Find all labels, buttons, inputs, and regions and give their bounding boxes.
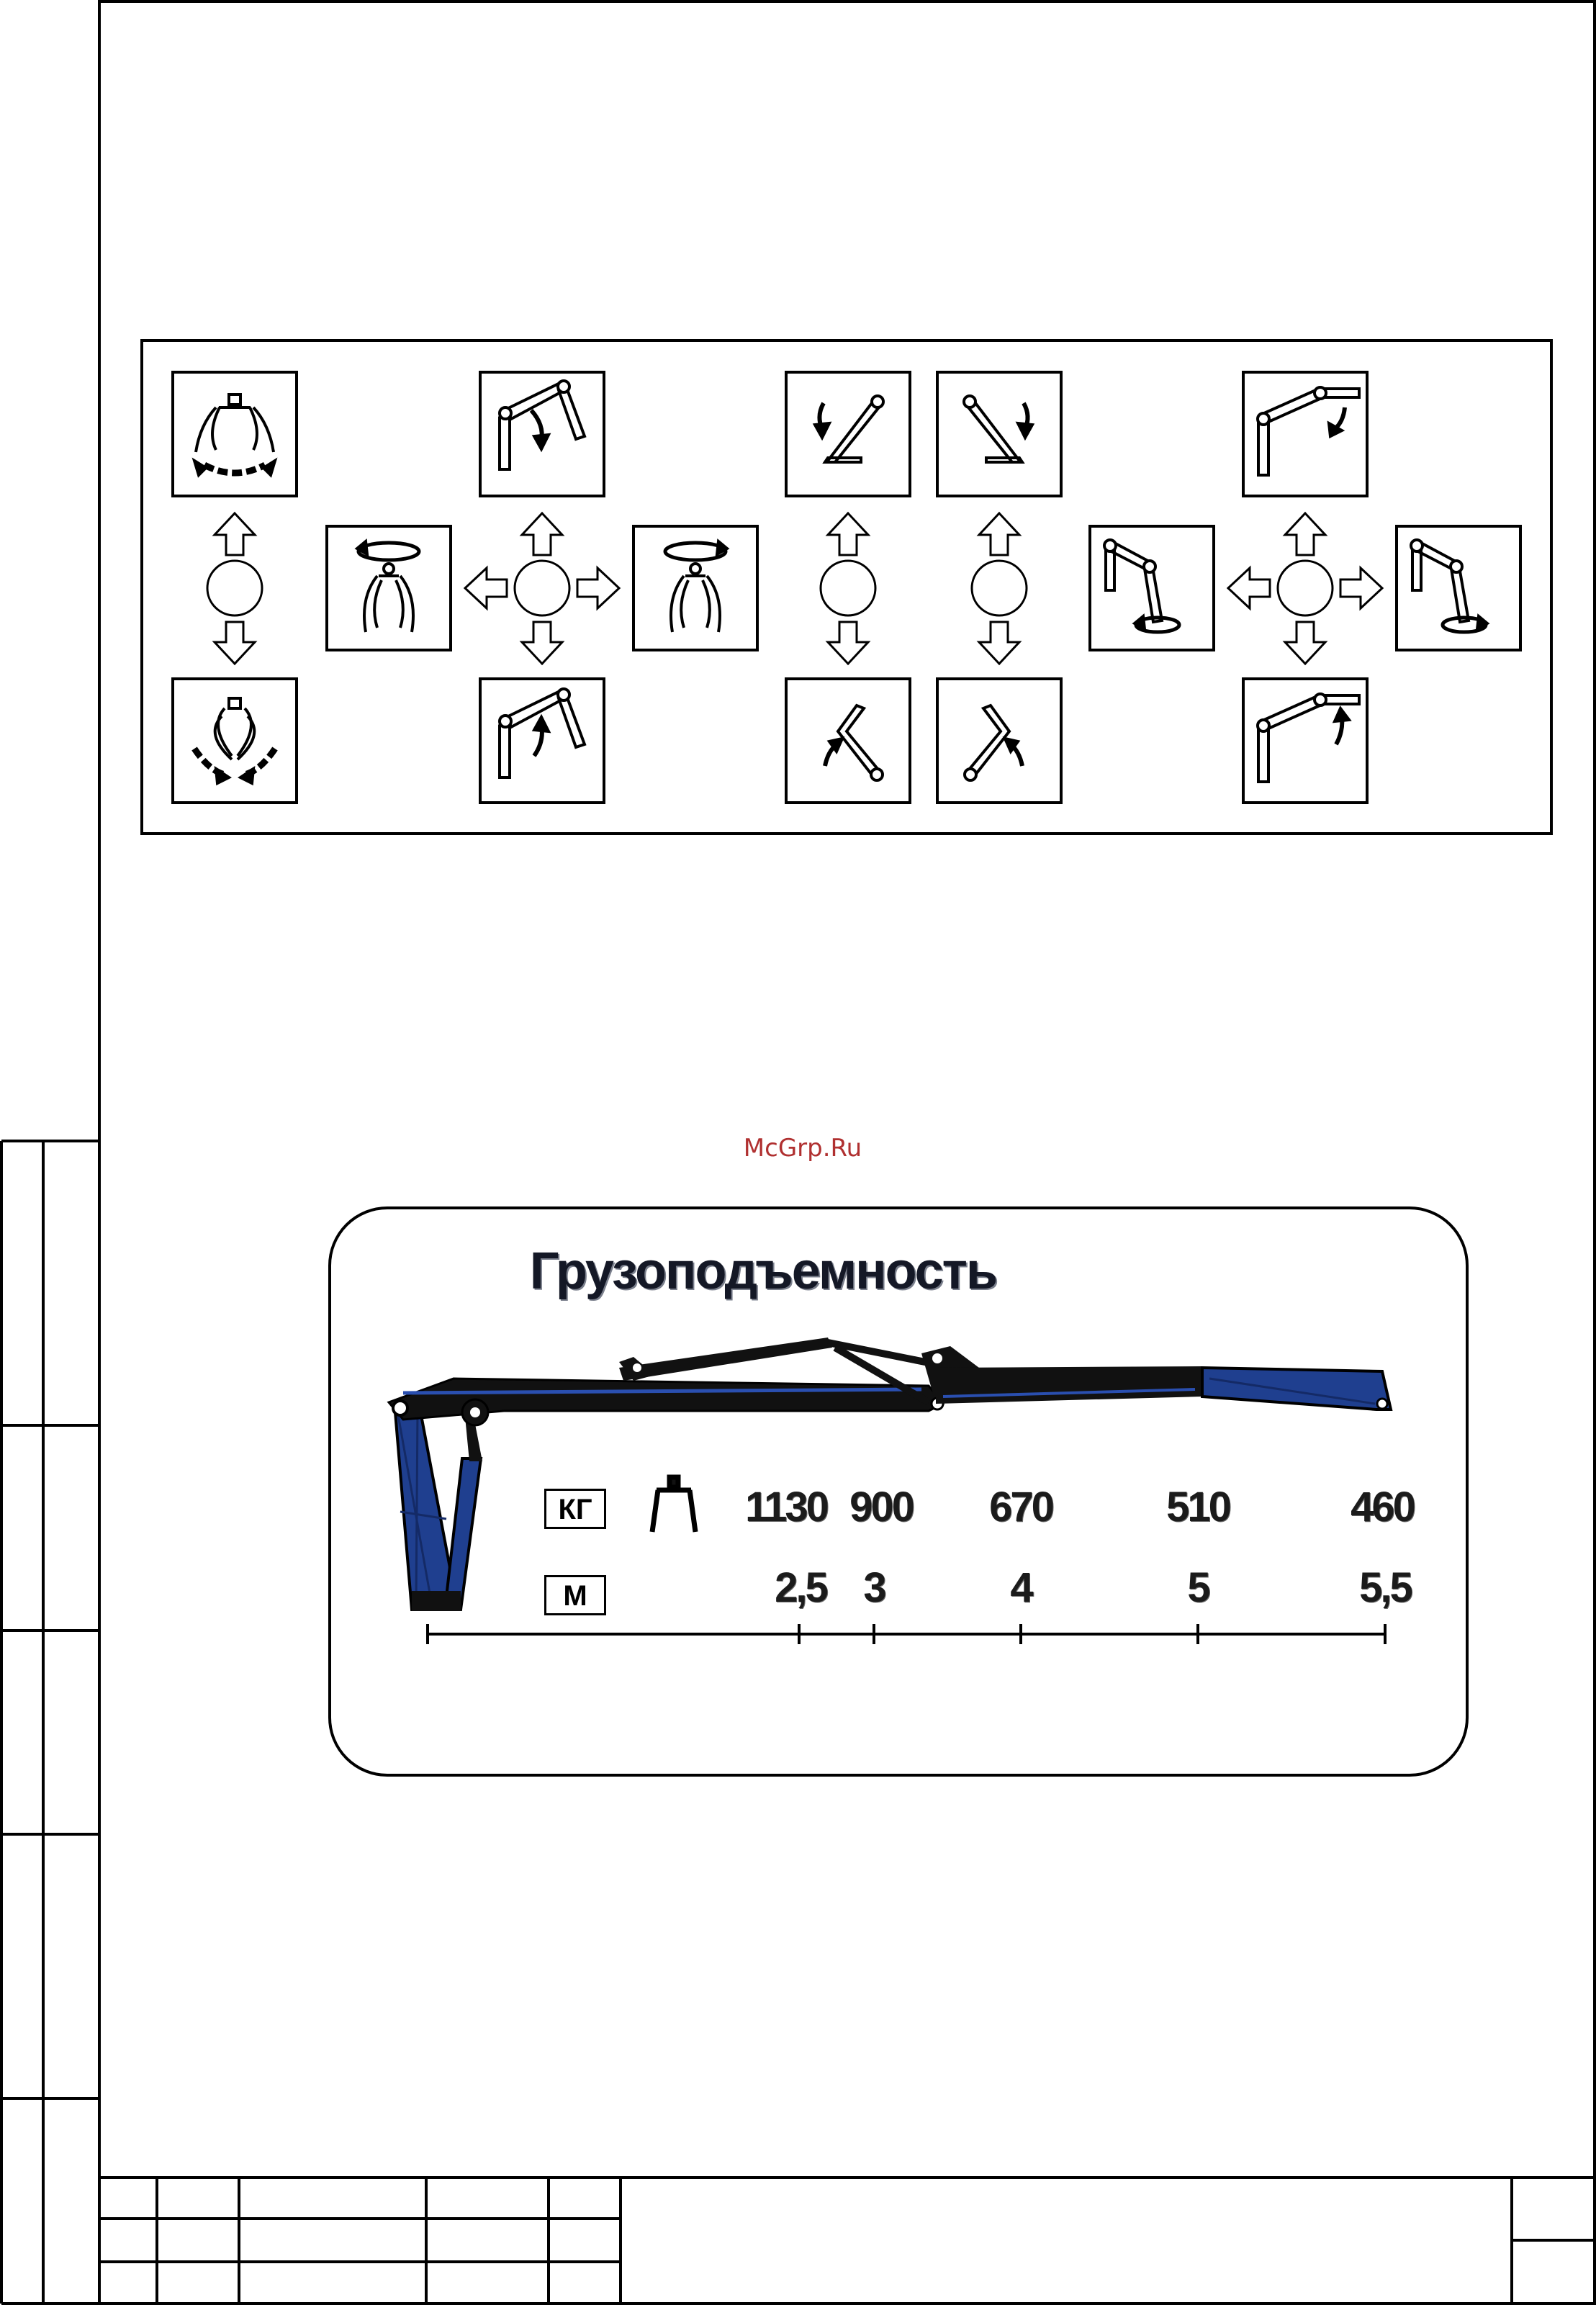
reach-value: 5,5 — [1359, 1564, 1411, 1611]
load-value: 900 — [849, 1484, 913, 1530]
load-value: 1130 — [745, 1484, 827, 1530]
reach-value: 2,5 — [775, 1564, 826, 1611]
reach-unit-label: М — [544, 1575, 606, 1615]
load-unit-label: КГ — [544, 1489, 606, 1529]
reach-value: 5 — [1187, 1564, 1209, 1611]
reach-value: 4 — [1010, 1564, 1032, 1611]
reach-value: 3 — [863, 1564, 885, 1611]
load-value: 460 — [1351, 1484, 1414, 1530]
load-value: 510 — [1166, 1484, 1230, 1530]
capacity-plate-title: Грузоподъемность — [529, 1242, 997, 1300]
watermark: McGrp.Ru — [743, 1134, 862, 1163]
load-value: 670 — [989, 1484, 1052, 1530]
control-diagram — [142, 340, 1551, 834]
title-block — [99, 2178, 1595, 2304]
